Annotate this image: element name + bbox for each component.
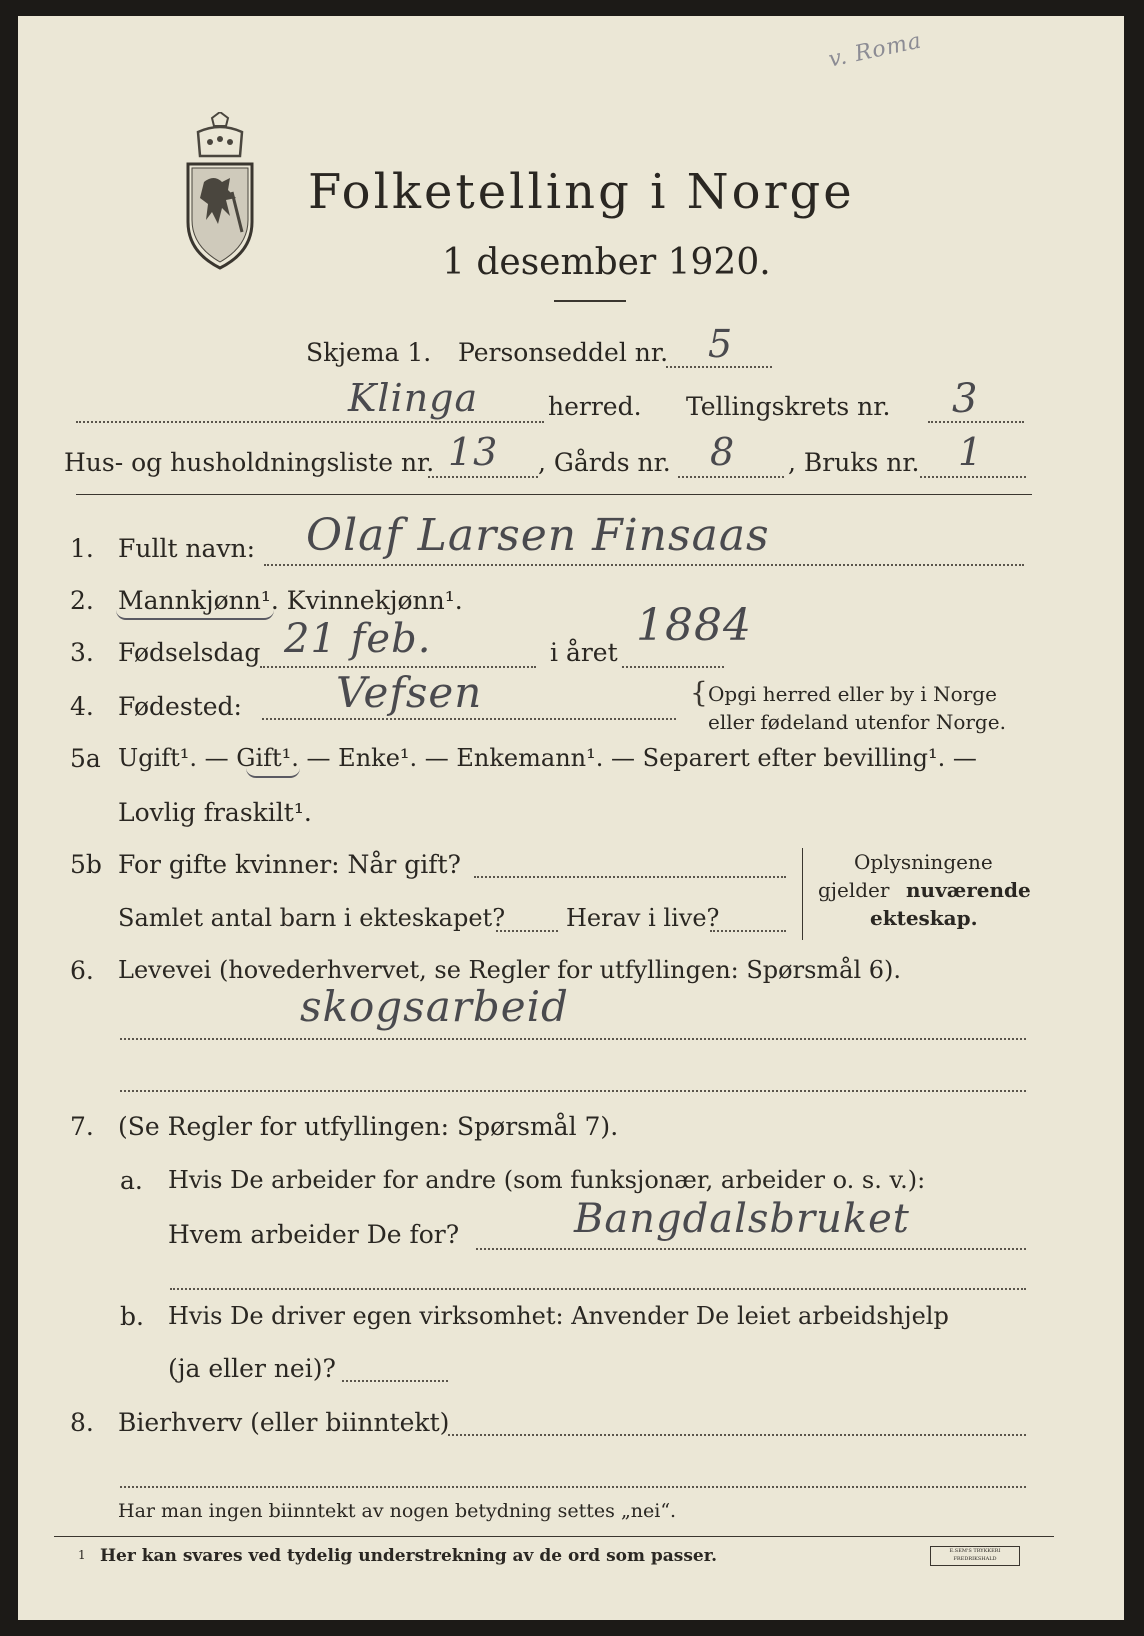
full-name-value[interactable]: Olaf Larsen Finsaas [306, 510, 770, 561]
personseddel-label: Personseddel nr. [458, 338, 669, 367]
q3-number: 3. [70, 638, 94, 667]
q6-number: 6. [70, 956, 94, 985]
spouse-note-2b: nuværende [906, 878, 1031, 902]
q3-label: Fødselsdag [118, 638, 261, 667]
census-form-page: v. Roma Folketelling i Norge 1 desember 1920. Skjema 1. Personseddel nr. 5 Klinga herred. Tellingskrets nr. 3 Hus- og husholdningsliste nr. 13 , Gårds nr. 8 , Bruks nr. 1 1. Fullt navn: Olaf Larsen Finsaas 2. Mannkjønn¹. Kvinnekjønn¹. 3. Fødselsdag 21 feb. i året 1884 4. Fødested: Vefsen { Opgi herred eller by i Norge eller fødeland utenfor Norge. 5a Ugift¹. — Gift¹. — Enke¹. — Enkemann¹. — Separert efter bevilling¹. — Lovlig fraskilt¹. 5b For gifte kvinner: Når gift? Samlet antal barn i ekteskapet? Herav i live? Oplysningene gjelder nuværende ekteskap. 6. Levevei (hovederhvervet, se Regler for utfyllingen: Spørsmål 6). skogsarbeid 7. (Se Regler for utfyllingen: Spørsmål 7). a. Hvis De arbeider for andre (som funksjonær, arbeider o. s. v.): Hvem arbeider De for? Bangdalsbruket b. Hvis De driver egen virksomhet: Anvender De leiet arbeidshjelp (ja eller nei)? 8. Bierhverv (eller biinntekt) Har man ingen biinntekt av nogen betydning settes „nei“. 1 Her kan svares ved tydelig understrekning av de ord som passer. E.SEM'S TRYKKERI FREDRIKSHALD [18, 16, 1124, 1620]
marital-status-options[interactable]: Ugift¹. — Gift¹. — Enke¹. — Enkemann¹. — Separert efter bevilling¹. — [118, 744, 977, 772]
corner-pencil-note: v. Roma [826, 28, 925, 73]
skjema-label: Skjema 1. [306, 338, 432, 367]
herred-value[interactable]: Klinga [348, 376, 479, 420]
q4-number: 4. [70, 692, 94, 721]
birthplace-note-2: eller fødeland utenfor Norge. [708, 710, 1006, 734]
year-label: i året [550, 638, 618, 667]
tellingskrets-value[interactable]: 3 [952, 376, 979, 422]
spouse-note-3: ekteskap. [870, 906, 978, 930]
q7a-text: Hvis De arbeider for andre (som funksjonær, arbeider o. s. v.): [168, 1166, 926, 1194]
norway-coat-of-arms-icon [170, 112, 270, 272]
birth-year-value[interactable]: 1884 [636, 600, 752, 651]
q8-number: 8. [70, 1408, 94, 1437]
bruks-value[interactable]: 1 [958, 430, 984, 474]
q4-label: Fødested: [118, 692, 242, 721]
q7-label: (Se Regler for utfyllingen: Spørsmål 7). [118, 1112, 619, 1141]
side-income-label: Bierhverv (eller biinntekt) [118, 1408, 450, 1437]
herred-label: herred. [548, 392, 642, 421]
spouse-note-1: Oplysningene [854, 850, 993, 874]
hired-help-label: (ja eller nei)? [168, 1354, 336, 1383]
children-alive-label: Herav i live? [566, 904, 720, 932]
q7-number: 7. [70, 1112, 94, 1141]
employer-label: Hvem arbeider De for? [168, 1220, 460, 1249]
q1-label: Fullt navn: [118, 534, 256, 563]
occupation-label: Levevei (hovederhvervet, se Regler for utfyllingen: Spørsmål 6). [118, 956, 902, 984]
gards-value[interactable]: 8 [710, 430, 736, 474]
hus-value[interactable]: 13 [448, 430, 499, 474]
marital-underline-mark [246, 768, 300, 778]
gender-underline-mark [116, 610, 274, 620]
birthplace-value[interactable]: Vefsen [336, 668, 483, 717]
children-total-label: Samlet antal barn i ekteskapet? [118, 904, 506, 932]
footer-note: Har man ingen biinntekt av nogen betydning settes „nei“. [118, 1500, 677, 1522]
tellingskrets-label: Tellingskrets nr. [686, 392, 891, 421]
q7b-letter: b. [120, 1302, 144, 1331]
marital-status-options-2[interactable]: Lovlig fraskilt¹. [118, 798, 312, 827]
form-title: Folketelling i Norge [308, 164, 855, 220]
footnote-mark: 1 [78, 1548, 86, 1562]
printer-stamp: E.SEM'S TRYKKERI FREDRIKSHALD [930, 1546, 1020, 1566]
birthday-value[interactable]: 21 feb. [284, 616, 432, 662]
birthplace-note-1: Opgi herred eller by i Norge [708, 682, 997, 706]
gards-label: , Gårds nr. [538, 448, 671, 477]
spouse-note-2a: gjelder [818, 878, 890, 902]
header-rule [76, 494, 1032, 495]
q7b-text: Hvis De driver egen virksomhet: Anvender De leiet arbeidshjelp [168, 1302, 949, 1330]
personseddel-value[interactable]: 5 [708, 322, 734, 366]
hus-label: Hus- og husholdningsliste nr. [64, 448, 435, 477]
occupation-value[interactable]: skogsarbeid [300, 982, 569, 1031]
married-when-label: For gifte kvinner: Når gift? [118, 850, 461, 879]
gender-options[interactable]: Mannkjønn¹. Kvinnekjønn¹. [118, 586, 463, 615]
q5a-number: 5a [70, 744, 101, 773]
q2-number: 2. [70, 586, 94, 615]
footnote: Her kan svares ved tydelig understrekning av de ord som passer. [100, 1546, 718, 1566]
q1-number: 1. [70, 534, 94, 563]
title-divider [554, 300, 626, 302]
employer-value[interactable]: Bangdalsbruket [574, 1196, 910, 1242]
bruks-label: , Bruks nr. [788, 448, 920, 477]
form-date: 1 desember 1920. [442, 242, 771, 283]
q5b-number: 5b [70, 850, 102, 879]
q7a-letter: a. [120, 1166, 143, 1195]
